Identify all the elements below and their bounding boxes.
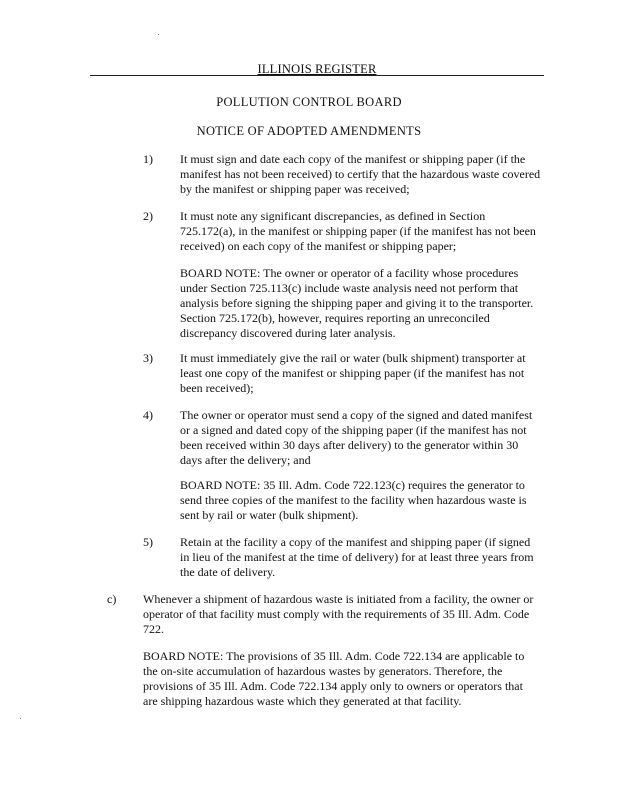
text-line: under Section 725.113(c) include waste analysis need not perform that [180, 281, 519, 295]
board-note-1 [180, 266, 533, 341]
item-4-text [180, 408, 532, 468]
text-line: 722. [143, 622, 164, 636]
text-line: BOARD NOTE: 35 Ill. Adm. Code 722.123(c) requires the generator to [180, 478, 525, 492]
item-marker-4: 4) [143, 408, 153, 422]
text-line: The owner or operator must send a copy of the signed and dated manifest [180, 408, 533, 422]
notice-heading: NOTICE OF ADOPTED AMENDMENTS [196, 124, 422, 138]
text-line: least one copy of the manifest or shipping paper (if the manifest has not [180, 366, 525, 380]
item-2-text [180, 209, 536, 254]
text-line: been received within 30 days after delivery) to the generator within 30 [180, 438, 519, 452]
text-line: discrepancy discovered during later analysis. [180, 326, 396, 340]
board-note-2 [180, 478, 527, 523]
text-line: in lieu of the manifest at the time of delivery) for at least three years from [180, 550, 534, 564]
text-line: analysis before signing the shipping paper and giving it to the transporter. [180, 296, 534, 310]
text-line: It must sign and date each copy of the manifest or shipping paper (if the [180, 152, 526, 166]
register-header [90, 62, 544, 76]
text-line: Whenever a shipment of hazardous waste is initiated from a facility, the owner or [143, 592, 534, 606]
scan-speck [158, 34, 159, 35]
board-heading: POLLUTION CONTROL BOARD [216, 95, 402, 109]
item-1-text [180, 152, 540, 197]
item-marker-3: 3) [143, 351, 153, 365]
text-line: BOARD NOTE: The owner or operator of a facility whose procedures [180, 266, 519, 280]
item-marker-c: c) [107, 592, 117, 606]
text-line: are shipping hazardous waste which they generated at that facility. [143, 694, 462, 708]
item-marker-2: 2) [143, 209, 153, 223]
scan-speck [20, 718, 21, 719]
item-3-text [180, 351, 526, 396]
text-line: been received); [180, 381, 254, 395]
text-line: Retain at the facility a copy of the manifest and shipping paper (if signed [180, 535, 531, 549]
text-line: manifest has not been received) to certify that the hazardous waste covered [180, 167, 541, 181]
item-5-text [180, 535, 534, 580]
text-line: sent by rail or water (bulk shipment). [180, 508, 359, 522]
item-c-text [143, 592, 533, 637]
text-line: Section 725.172(b), however, requires reporting an unreconciled [180, 311, 490, 325]
text-line: provisions of 35 Ill. Adm. Code 722.134 apply only to owners or operators that [143, 679, 523, 693]
text-line: by the manifest or shipping paper was received; [180, 182, 410, 196]
text-line: send three copies of the manifest to the facility when hazardous waste is [180, 493, 527, 507]
text-line: days after the delivery; and [180, 453, 311, 467]
text-line: the date of delivery. [180, 565, 276, 579]
register-title: ILLINOIS REGISTER [257, 62, 377, 76]
text-line: 725.172(a), in the manifest or shipping paper (if the manifest has not been [180, 224, 536, 238]
text-line: operator of that facility must comply with the requirements of 35 Ill. Adm. Code [143, 607, 530, 621]
text-line: received) on each copy of the manifest or shipping paper; [180, 239, 457, 253]
text-line: or a signed and dated copy of the shipping paper (if the manifest has not [180, 423, 527, 437]
text-line: It must immediately give the rail or water (bulk shipment) transporter at [180, 351, 526, 365]
board-note-3 [143, 649, 524, 709]
text-line: BOARD NOTE: The provisions of 35 Ill. Adm. Code 722.134 are applicable to [143, 649, 525, 663]
text-line: It must note any significant discrepancies, as defined in Section [180, 209, 486, 223]
text-line: the on-site accumulation of hazardous wastes by generators. Therefore, the [143, 664, 503, 678]
item-marker-5: 5) [143, 535, 153, 549]
item-marker-1: 1) [143, 152, 153, 166]
